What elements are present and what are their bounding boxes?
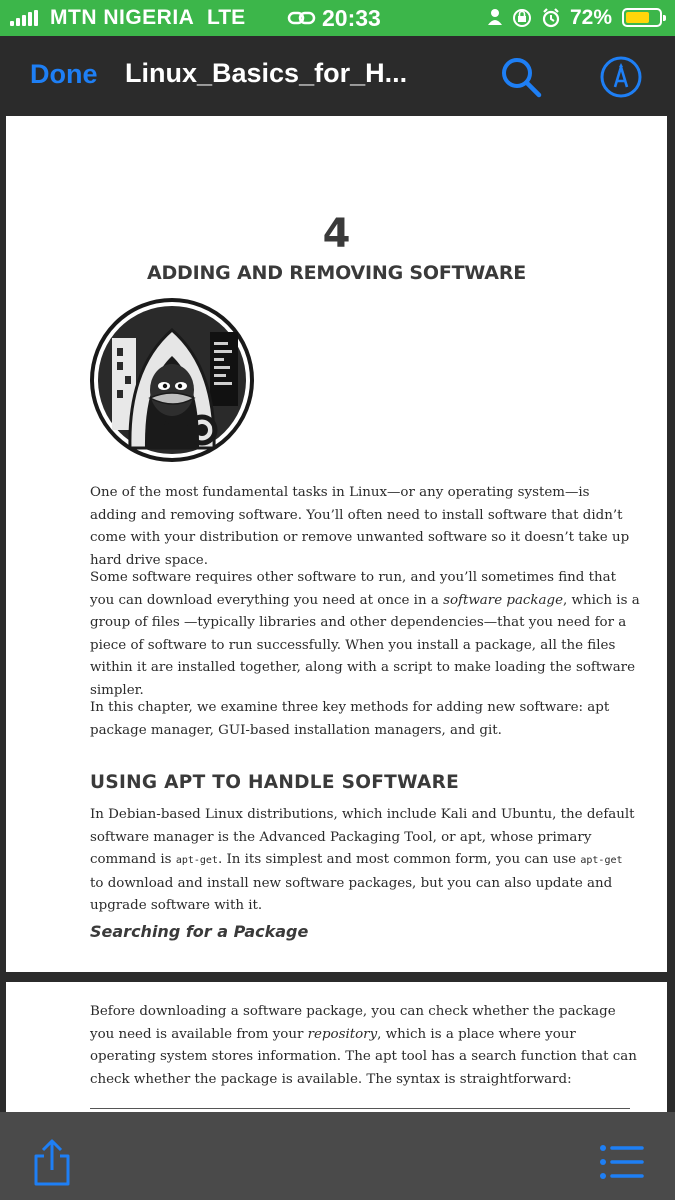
- status-bar: [0, 0, 675, 36]
- network-type: LTE: [207, 6, 246, 29]
- paragraph: In Debian-based Linux distributions, which include Kali and Ubuntu, the default software manager is the Advanced Packaging Tool, or apt, whose primary command is apt-get. In its simplest and most common form, you can use apt-get to download and install new software packages, but you can also update and upgrade software with it.: [90, 807, 635, 913]
- share-icon[interactable]: [30, 1138, 74, 1188]
- bottom-toolbar: [0, 1112, 675, 1200]
- search-icon[interactable]: [498, 54, 544, 100]
- link-icon: [287, 8, 317, 33]
- pdf-page: [6, 116, 667, 972]
- battery-icon: [622, 8, 662, 27]
- inline-code: apt-get: [580, 855, 623, 866]
- hooded-tux-emblem-image: [90, 298, 254, 462]
- done-button[interactable]: Done: [30, 59, 98, 89]
- status-icons: [487, 8, 567, 33]
- table-of-contents-icon[interactable]: [598, 1142, 644, 1182]
- alarm-icon: [544, 9, 558, 26]
- pdf-page: [6, 982, 667, 1112]
- code-block-rule: [90, 1108, 630, 1109]
- clock: 20:33: [322, 5, 381, 31]
- chapter-title: ADDING AND REMOVING SOFTWARE: [146, 262, 527, 284]
- carrier-name: MTN NIGERIA: [50, 6, 195, 29]
- person-icon: [488, 9, 502, 25]
- battery-percentage: 72%: [570, 6, 613, 29]
- paragraph: Before downloading a software package, you can check whether the package you need is available from your repository, which is a place where your operating system stores information. The apt tool has a search function that can check whether the package is available. The syntax is straightforward:: [90, 1004, 637, 1087]
- paragraph: Some software requires other software to run, and you’ll sometimes find that you can download everything you need at once in a software package, which is a group of files —typically libraries and other dependencies—that you need for a piece of software to run successfully. When you install a package, all the files within it are installed together, along with a script to make loading the software simpler.: [90, 570, 640, 698]
- paragraph: In this chapter, we examine three key methods for adding new software: apt package manager, GUI-based installation managers, and git.: [90, 700, 610, 738]
- inline-code: apt-get: [175, 855, 218, 866]
- subsection-heading: Searching for a Package: [90, 922, 309, 941]
- orientation-lock-icon: [514, 10, 530, 26]
- chapter-number: 4: [322, 211, 351, 257]
- paragraph: One of the most fundamental tasks in Linux—or any operating system—is adding and removing software. You’ll often need to install software that didn’t come with your distribution or remove unwanted software so it doesn’t take up hard drive space.: [90, 485, 630, 568]
- document-title: Linux_Basics_for_H...: [125, 58, 408, 88]
- navigation-bar: [0, 36, 675, 116]
- markup-icon[interactable]: [598, 54, 644, 100]
- section-heading: USING APT TO HANDLE SOFTWARE: [90, 772, 460, 793]
